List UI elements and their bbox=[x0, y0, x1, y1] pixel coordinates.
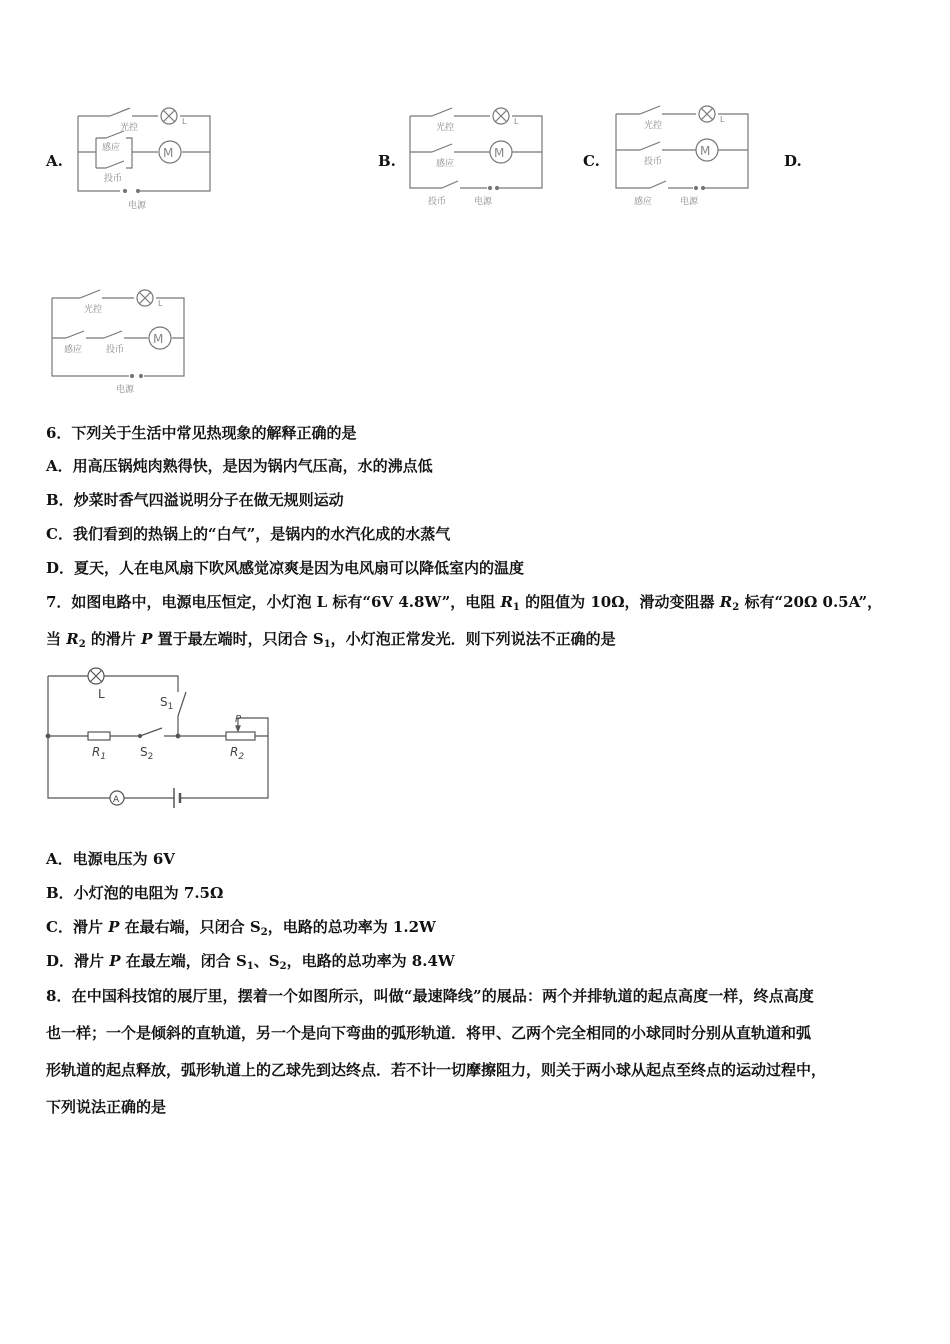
label-coin: 投币 bbox=[104, 174, 123, 184]
label-motor: M bbox=[153, 332, 164, 346]
label-motor: M bbox=[163, 146, 174, 160]
q7-option-c: C．滑片 P 在最右端，只闭合 $S_2$，电路的总功率为 1.2W bbox=[46, 918, 436, 938]
option-c-letter: C. bbox=[583, 152, 600, 170]
label-light-control: 光控 bbox=[644, 121, 663, 131]
label-light-control: 光控 bbox=[120, 123, 139, 133]
label-light-control: 光控 bbox=[84, 305, 103, 315]
label-lamp: L bbox=[720, 115, 725, 124]
label-power: 电源 bbox=[474, 197, 493, 207]
circuit-diagram-a bbox=[70, 100, 220, 215]
q7-stem-line2: 当 $R_2$ 的滑片 P 置于最左端时，只闭合 $S_1$，小灯泡正常发光．则下列说法不正确的是 bbox=[46, 630, 616, 650]
label-light-control: 光控 bbox=[436, 123, 455, 133]
q7-option-a: A．电源电压为 6V bbox=[46, 850, 175, 868]
s2-label: $S_2$ bbox=[140, 745, 154, 762]
q8-line-3: 形轨道的起点释放，弧形轨道上的乙球先到达终点．若不计一切摩擦阻力，则关于两小球从起点至终点的运动过程中， bbox=[46, 1061, 827, 1079]
q6-stem: 6．下列关于生活中常见热现象的解释正确的是 bbox=[46, 424, 357, 442]
switch-s1 bbox=[178, 692, 186, 716]
label-coin: 投币 bbox=[106, 345, 125, 355]
q6-option-c: C．我们看到的热锅上的“白气”，是锅内的水汽化成的水蒸气 bbox=[46, 525, 451, 543]
q6-option-d: D．夏天，人在电风扇下吹风感觉凉爽是因为电风扇可以降低室内的温度 bbox=[46, 559, 525, 577]
slider-p-label: P bbox=[235, 714, 242, 725]
q7-option-d: D．滑片 P 在最左端，闭合 $S_1$、$S_2$，电路的总功率为 8.4W bbox=[46, 952, 455, 972]
q6-option-b: B．炒菜时香气四溢说明分子在做无规则运动 bbox=[46, 491, 344, 509]
option-b-letter: B. bbox=[378, 152, 396, 170]
circuit-diagram-d bbox=[44, 284, 194, 399]
ammeter-label: A bbox=[113, 795, 120, 805]
q6-option-a: A．用高压锅炖肉熟得快，是因为锅内气压高，水的沸点低 bbox=[46, 457, 433, 475]
q7-option-b: B．小灯泡的电阻为 7.5Ω bbox=[46, 884, 224, 902]
q8-line-1: 8．在中国科技馆的展厅里，摆着一个如图所示，叫做“最速降线”的展品：两个并排轨道的起点高度一样，终点高度 bbox=[46, 987, 814, 1005]
label-power: 电源 bbox=[116, 385, 135, 395]
label-motor: M bbox=[494, 146, 505, 160]
label-power: 电源 bbox=[680, 197, 699, 207]
label-sensor: 感应 bbox=[102, 143, 121, 153]
label-coin: 投币 bbox=[428, 197, 447, 207]
label-sensor: 感应 bbox=[64, 345, 83, 355]
option-d-letter: D. bbox=[784, 152, 802, 170]
circuit-diagram-c bbox=[608, 100, 758, 215]
label-motor: M bbox=[700, 144, 711, 158]
circuit-diagram-b bbox=[402, 100, 552, 215]
r1-label: $R_1$ bbox=[92, 745, 107, 762]
q8-line-4: 下列说法正确的是 bbox=[46, 1098, 167, 1116]
label-coin: 投币 bbox=[644, 157, 663, 167]
q8-line-2: 也一样；一个是倾斜的直轨道，另一个是向下弯曲的弧形轨道．将甲、乙两个完全相同的小球同时分别从直轨道和弧 bbox=[46, 1024, 812, 1042]
q7-stem-line1: 7．如图电路中，电源电压恒定，小灯泡 L 标有“6V 4.8W”，电阻 $R_1$ 的阻值为 10Ω，滑动变阻器 $R_2$ 标有“20Ω 0.5A”， bbox=[46, 593, 883, 613]
label-sensor: 感应 bbox=[634, 197, 653, 207]
label-lamp: L bbox=[514, 117, 519, 126]
lamp-label: L bbox=[98, 687, 105, 701]
s1-label: $S_1$ bbox=[160, 695, 174, 712]
rheostat-r2 bbox=[226, 732, 255, 740]
q7-circuit-diagram bbox=[40, 660, 280, 810]
r2-label: $R_2$ bbox=[230, 745, 245, 762]
label-lamp: L bbox=[182, 117, 187, 126]
label-lamp: L bbox=[158, 299, 163, 308]
resistor-r1 bbox=[88, 732, 110, 740]
option-a-letter: A. bbox=[46, 152, 63, 170]
label-sensor: 感应 bbox=[436, 159, 455, 169]
label-power: 电源 bbox=[128, 201, 147, 211]
